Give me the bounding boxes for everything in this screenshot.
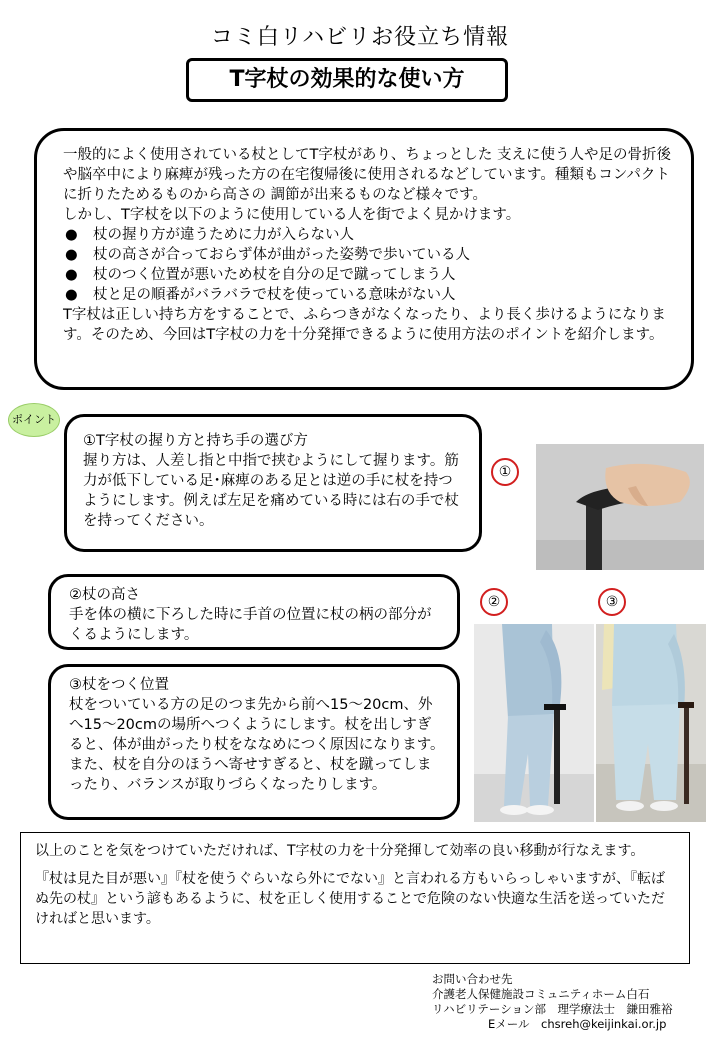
tip-grip	[64, 414, 482, 552]
tip-body: 握り方は、人差し指と中指で挟むようにして握ります。筋力が低下している足･麻痺のある足とは逆の手に杖を持つようにします。例えば左足を痛めている時には右の手で杖を持ってください。	[83, 453, 459, 529]
tip-body: 手を体の横に下ろした時に手首の位置に杖の柄の部分がくるようにします。	[69, 607, 432, 643]
photo-marker-2: ②	[480, 588, 508, 616]
tip-body: 杖をついている方の足のつま先から前へ15～20cm、外へ15～20cmの場所へつくようにします。杖を出しすぎると、体が曲がったり杖をななめにつく原因になります。また、杖を自分のほうへ寄せすぎると、杖を蹴ってしまったり、バランスが取りづらくなったりします。	[69, 697, 445, 793]
intro-closing: T字杖は正しい持ち方をすることで、ふらつきがなくなったり、より長く歩けるようになります。そのため、今回はT字杖の力を十分発揮できるように使用方法のポイントを紹介します。	[63, 307, 666, 343]
summary-paragraph: 『杖は見た目が悪い』『杖を使うぐらいなら外にでない』と言われる方もいらっしゃいますが、『転ばぬ先の杖』という諺もあるように、杖を正しく使用することで危険のない快適な生活を送っていただければと思います。	[35, 871, 665, 927]
problem-item: ● 杖の握り方が違うために力が入らない人	[63, 225, 671, 245]
contact-heading: お問い合わせ先	[432, 972, 513, 986]
contact-email: Eメール chsreh@keijinkai.or.jp	[488, 1017, 667, 1031]
point-badge: ポイント	[8, 403, 60, 437]
page-header-title: コミ白リハビリお役立ち情報	[210, 25, 510, 50]
tip-title: ③杖をつく位置	[69, 677, 169, 693]
photo-marker-1: ①	[491, 458, 519, 486]
intro-observation: しかし、T字杖を以下のように使用している人を街でよく見かけます。	[63, 207, 521, 223]
summary-box	[20, 832, 690, 964]
tip-title: ②杖の高さ	[69, 587, 140, 603]
hand-holding-cane-illustration	[536, 444, 704, 570]
summary-paragraph: 以上のことを気をつけていただければ、T字杖の力を十分発揮して効率の良い移動が行なえます。	[35, 843, 645, 859]
main-title: T字杖の効果的な使い方	[186, 58, 508, 102]
problem-item: ● 杖と足の順番がバラバラで杖を使っている意味がない人	[63, 285, 671, 305]
contact-facility: 介護老人保健施設コミュニティホーム白石	[432, 987, 650, 1001]
photo-cane-height	[474, 624, 594, 822]
contact-department: リハビリテーション部 理学療法士 鎌田雅裕	[432, 1002, 673, 1016]
tip-title: ①T字杖の握り方と持ち手の選び方	[83, 433, 308, 449]
person-standing-side-illustration	[474, 624, 594, 822]
intro-lead: 一般的によく使用されている杖としてT字杖があり、ちょっとした 支えに使う人や足の骨折後や脳卒中により麻痺が残った方の在宅復帰後に使用されるなどしています。種類もコンパクトに折りたためるものから高さの 調節が出来るものなど様々です。	[63, 147, 671, 203]
contact-info	[432, 972, 672, 1032]
problem-item: ● 杖のつく位置が悪いため杖を自分の足で蹴ってしまう人	[63, 265, 671, 285]
photo-cane-grip	[536, 444, 704, 570]
problem-item: ● 杖の高さが合っておらず体が曲がった姿勢で歩いている人	[63, 245, 671, 265]
photo-marker-3: ③	[598, 588, 626, 616]
intro-box	[34, 128, 694, 390]
tip-height	[48, 574, 460, 650]
tip-position	[48, 664, 460, 820]
problem-list	[63, 225, 671, 305]
person-standing-back-illustration	[596, 624, 706, 822]
photo-cane-position	[596, 624, 706, 822]
